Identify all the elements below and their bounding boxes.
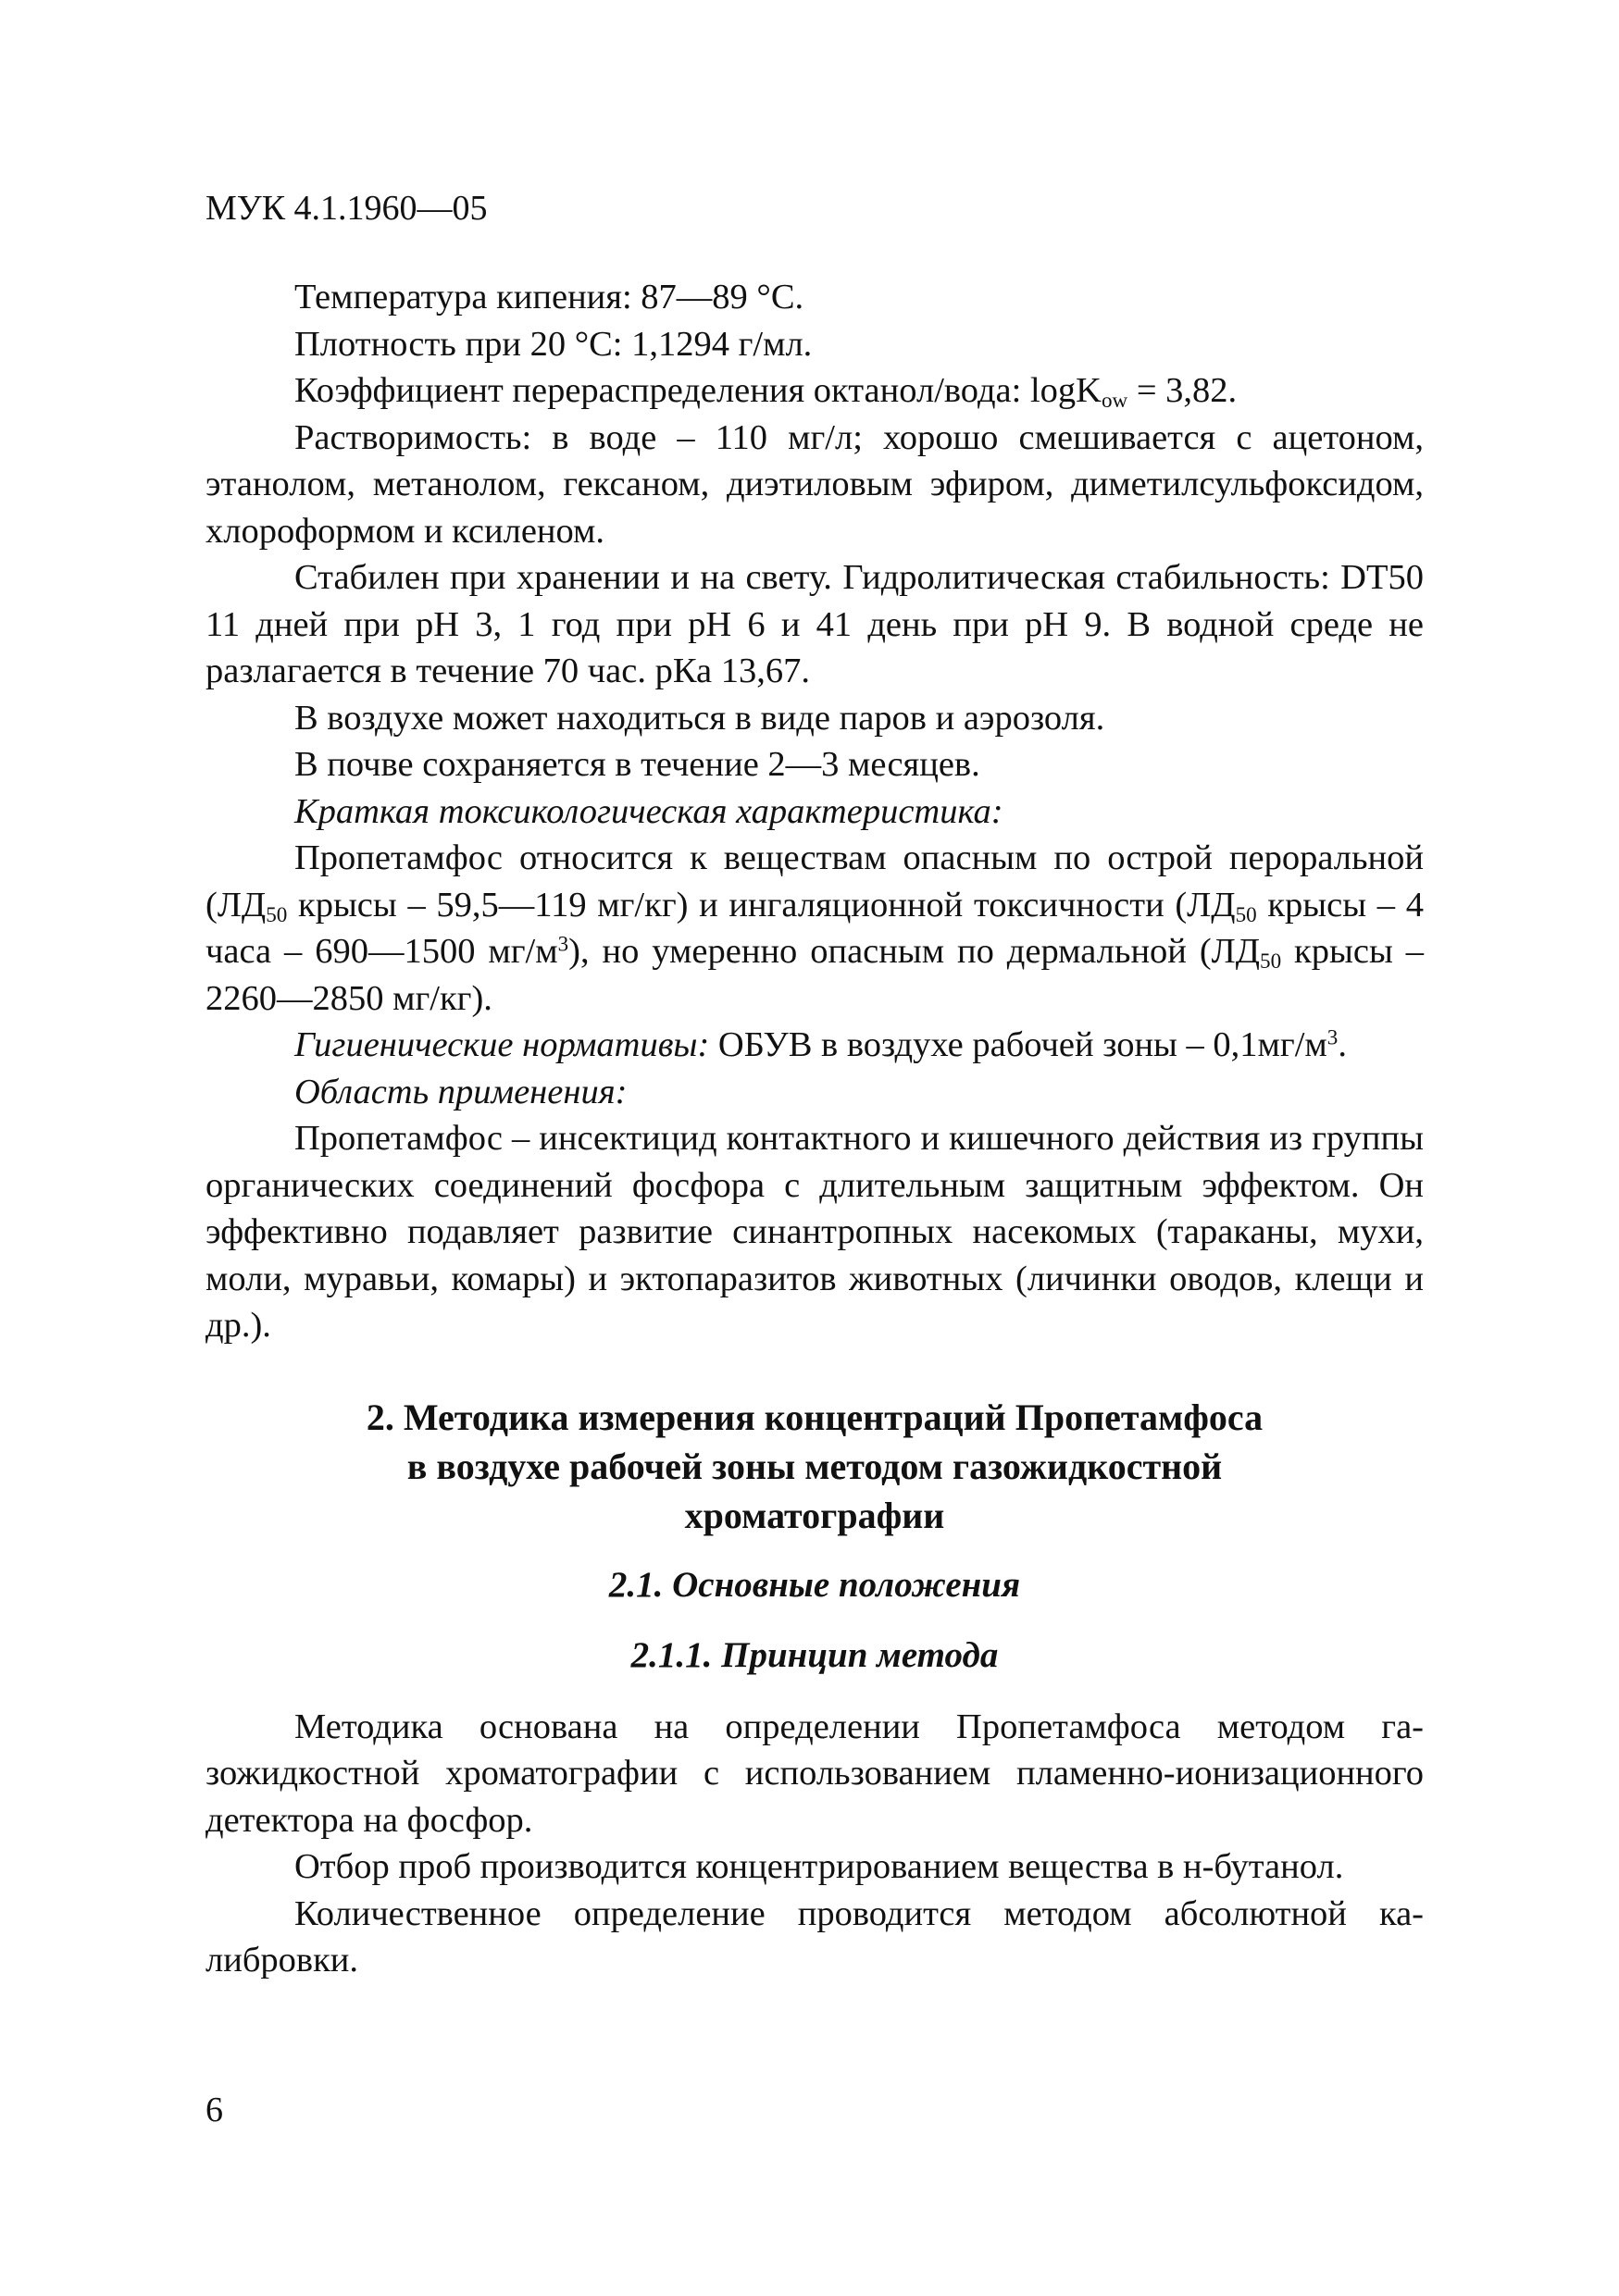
air-state-line: В воздухе может находиться в виде паров и аэрозоля. [294, 698, 1105, 738]
subsection-2-1-1-title: 2.1.1. Принцип метода [630, 1634, 999, 1675]
application-label: Область применения: [294, 1072, 628, 1111]
section-2-title-line-2: в воздухе рабочей зоны методом газожидкостной [406, 1445, 1223, 1487]
hygiene-end: . [1338, 1025, 1347, 1064]
hygiene-label: Гигиенические нормативы: [294, 1025, 710, 1064]
application-paragraph: Пропетамфос – инсектицид контактного и кишечного действия из группы органических соединений фосфора с длительным защитным эффектом. Он эффективно подавляет развитие синантропных насекомых (тараканы, мухи, моли, муравьи, комары) и эктопаразитов животных (личинки оводов, клещи и др.). [205, 1119, 1424, 1345]
sampling-line: Отбор проб производится концентрированием вещества в н-бутанол. [294, 1847, 1344, 1886]
hygiene-superscript: 3 [1326, 1024, 1339, 1049]
subsection-2-1-title: 2.1. Основные положения [608, 1564, 1021, 1605]
section-2-title [205, 1393, 1424, 1540]
partition-subscript: ow [1101, 387, 1128, 412]
toxicology-text-2: крысы – 59,5—119 мг/кг) и ингаляционной токсичности (ЛД [287, 885, 1236, 925]
toxicology-text-1: Пропетамфос относится к веществам опасным по острой пероральной (ЛД [205, 838, 1424, 925]
toxicology-text-5: крысы – 2260—2850 мг/кг). [205, 932, 1425, 1018]
toxicology-label: Краткая токсикологическая характеристика: [294, 791, 1003, 831]
partition-prefix: Коэффициент перераспределения октанол/вода: logK [294, 371, 1102, 410]
toxicology-text-4: ), но умеренно опасным по дермальной (ЛД [568, 932, 1261, 971]
cubic-superscript: 3 [557, 931, 569, 956]
stability-paragraph: Стабилен при хранении и на свету. Гидролитическая стабильность: DT50 11 дней при рН 3, 1 год при рН 6 и 41 день при рН 9. В водной среде не разлагается в течение 70 час. рКа 13,67. [205, 558, 1424, 690]
hygiene-text: ОБУВ в воздухе рабочей зоны – 0,1мг/м [709, 1025, 1327, 1064]
soil-persistence-line: В почве сохраняется в течение 2—3 месяцев. [294, 745, 980, 784]
boiling-point-line: Температура кипения: 87—89 °С. [294, 278, 804, 316]
quantification-paragraph: Количественное определение проводится методом абсолютной калибровки. [205, 1893, 1424, 1980]
method-principle-paragraph: Методика основана на определении Пропетамфоса методом газожидкостной хроматографии с использованием пламенно-ионизационного детектора на фосфор. [205, 1706, 1424, 1840]
toxicology-text-3: крысы – 4 часа – 690—1500 мг/м [205, 885, 1425, 971]
section-2-title-line-1: 2. Методика измерения концентраций Пропетамфоса [366, 1396, 1264, 1438]
toxicology-paragraph [205, 835, 1424, 1022]
ld50-subscript-3: 50 [1260, 948, 1282, 973]
partition-suffix: = 3,82. [1127, 371, 1238, 410]
hygiene-paragraph [205, 1022, 1424, 1069]
solubility-paragraph: Растворимость: в воде – 110 мг/л; хорошо смешивается с ацетоном, этанолом, метанолом, гексаном, диэтиловым эфиром, диметилсульфоксидом, хлороформом и ксиленом. [205, 417, 1424, 551]
running-header: МУК 4.1.1960—05 [205, 189, 488, 228]
partition-coefficient-line [205, 367, 1424, 415]
ld50-subscript-2: 50 [1235, 901, 1257, 926]
ld50-subscript-1: 50 [266, 901, 288, 926]
page-number: 6 [205, 2091, 223, 2129]
section-2-title-line-3: хроматографии [684, 1494, 945, 1536]
page-content [205, 274, 1424, 1984]
density-line: Плотность при 20 °С: 1,1294 г/мл. [294, 324, 813, 364]
